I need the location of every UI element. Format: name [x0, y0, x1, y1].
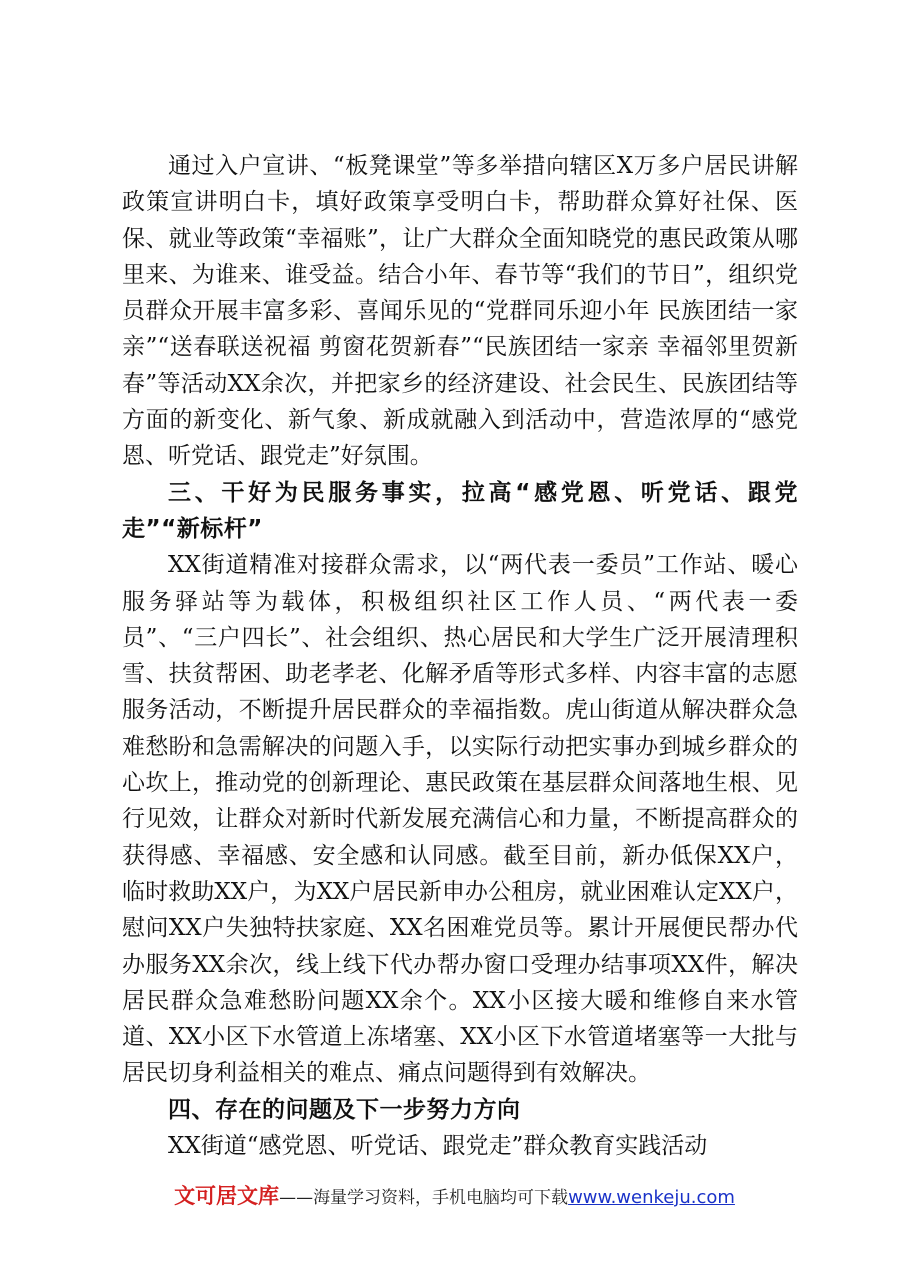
paragraph-volunteer-services: XX街道精准对接群众需求，以“两代表一委员”工作站、暖心服务驿站等为载体，积极组织社区工作人员、“两代表一委员”、“三户四长”、社会组织、热心居民和大学生广泛开展清理积雪、扶贫帮困、助老孝老、化解矛盾等形式多样、内容丰富的志愿服务活动，不断提升居民群众的幸福指数。虎山街道从解决群众急难愁盼和急需解决的问题入手，以实际行动把实事办到城乡群众的心坎上，推动党的创新理论、惠民政策在基层群众间落地生根、见行见效，让群众对新时代新发展充满信心和力量，不断提高群众的获得感、幸福感、安全感和认同感。截至目前，新办低保XX户，临时救助XX户，为XX户居民新申办公租房，就业困难认定XX户，慰问XX户失独特扶家庭、XX名困难党员等。累计开展便民帮办代办服务XX余次，线上线下代办帮办窗口受理办结事项XX件，解决居民群众急难愁盼问题XX余个。XX小区接大暖和维修自来水管道、XX小区下水管道上冻堵塞、XX小区下水管道堵塞等一大批与居民切身利益相关的难点、痛点问题得到有效解决。: [122, 552, 798, 1087]
footer-tagline: ——海量学习资料，手机电脑均可下载: [279, 1188, 569, 1208]
document-body: [122, 148, 798, 1164]
footer-website-link[interactable]: www.wenkeju.com: [568, 1187, 735, 1208]
section-heading-four: 四、存在的问题及下一步努力方向: [168, 1096, 521, 1123]
paragraph-problems-intro: XX街道“感党恩、听党话、跟党走”群众教育实践活动: [168, 1133, 708, 1160]
paragraph-community-outreach: 通过入户宣讲、“板凳课堂”等多举措向辖区X万多户居民讲解政策宣讲明白卡，填好政策享受明白卡，帮助群众算好社保、医保、就业等政策“幸福账”，让广大群众全面知晓党的惠民政策从哪里来、为谁来、谁受益。结合小年、春节等“我们的节日”，组织党员群众开展丰富多彩、喜闻乐见的“党群同乐迎小年 民族团结一家亲”“送春联送祝福 剪窗花贺新春”“民族团结一家亲 幸福邻里贺新春”等活动XX余次，并把家乡的经济建设、社会民生、民族团结等方面的新变化、新气象、新成就融入到活动中，营造浓厚的“感党恩、听党话、跟党走”好氛围。: [122, 153, 798, 470]
footer-banner: [0, 1180, 909, 1210]
section-heading-three: 三、干好为民服务事实，拉高“感党恩、听党话、跟党走”“新标杆”: [122, 479, 798, 542]
footer-brand: 文可居文库: [174, 1184, 280, 1208]
